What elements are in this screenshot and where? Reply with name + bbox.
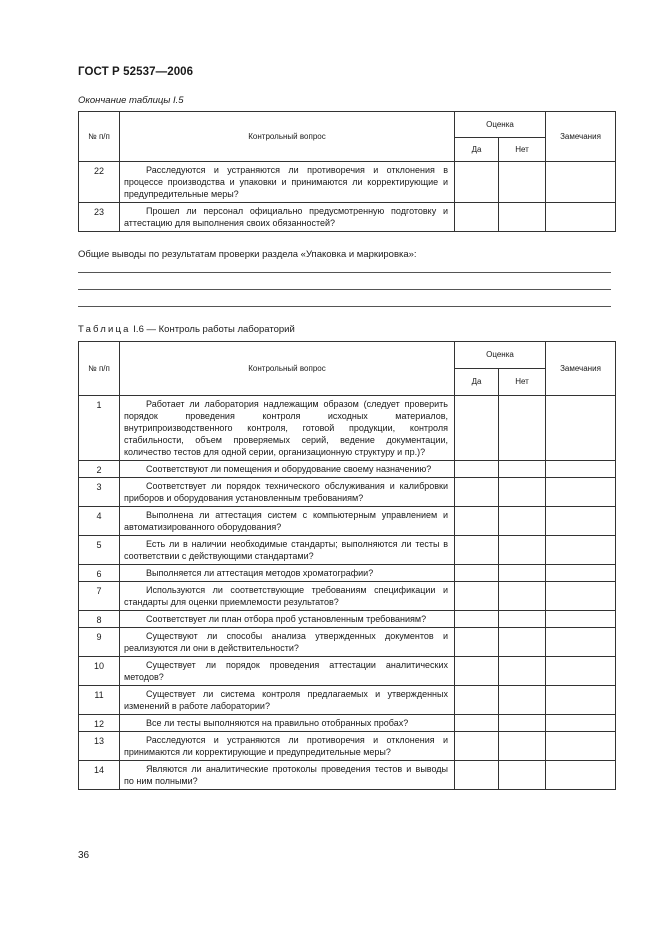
no-cell [499, 396, 546, 461]
yes-cell [455, 628, 499, 657]
no-cell [499, 162, 546, 203]
row-number: 12 [79, 715, 120, 732]
row-question: Расследуются и устраняются ли противоречия и отклонения в процессе производства и упаковки и принимаются ли корректирующие и предупредительные меры? [120, 162, 455, 203]
row-number: 10 [79, 657, 120, 686]
table-row [79, 461, 616, 478]
table-caption-title: I.6 — Контроль работы лабораторий [133, 324, 295, 335]
row-question: Соответствует ли план отбора проб установленным требованиям? [120, 611, 455, 628]
table-row [79, 611, 616, 628]
remarks-cell [546, 396, 616, 461]
no-cell [499, 686, 546, 715]
remarks-cell [546, 507, 616, 536]
row-number: 5 [79, 536, 120, 565]
conclusion-label: Общие выводы по результатам проверки раздела «Упаковка и маркировка»: [78, 249, 417, 260]
row-number: 14 [79, 761, 120, 790]
table-row [79, 203, 616, 232]
row-question: Прошел ли персонал официально предусмотренную подготовку и аттестацию для выполнения своих обязанностей? [120, 203, 455, 232]
col-header-remarks: Замечания [546, 342, 616, 396]
table-row [79, 628, 616, 657]
no-cell [499, 611, 546, 628]
answer-line [78, 306, 611, 307]
row-number: 23 [79, 203, 120, 232]
row-number: 1 [79, 396, 120, 461]
yes-cell [455, 461, 499, 478]
row-question: Соответствует ли порядок технического обслуживания и калибровки приборов и оборудования установленным требованиям? [120, 478, 455, 507]
remarks-cell [546, 715, 616, 732]
table-row [79, 565, 616, 582]
yes-cell [455, 565, 499, 582]
col-header-yes: Да [455, 369, 499, 396]
table-caption-prefix: Таблица [78, 324, 131, 335]
row-question: Есть ли в наличии необходимые стандарты; выполняются ли тесты в соответствии с действующими стандартами? [120, 536, 455, 565]
col-header-rating: Оценка [455, 342, 546, 369]
remarks-cell [546, 732, 616, 761]
remarks-cell [546, 162, 616, 203]
remarks-cell [546, 478, 616, 507]
row-number: 11 [79, 686, 120, 715]
col-header-no: Нет [499, 369, 546, 396]
yes-cell [455, 396, 499, 461]
remarks-cell [546, 582, 616, 611]
table-body [79, 396, 616, 790]
row-number: 3 [79, 478, 120, 507]
checklist-table-i6 [78, 341, 616, 790]
table-row [79, 715, 616, 732]
row-number: 13 [79, 732, 120, 761]
remarks-cell [546, 657, 616, 686]
yes-cell [455, 536, 499, 565]
no-cell [499, 715, 546, 732]
table-continuation-caption: Окончание таблицы I.5 [78, 95, 184, 106]
no-cell [499, 657, 546, 686]
table-row [79, 396, 616, 461]
remarks-cell [546, 461, 616, 478]
col-header-question: Контрольный вопрос [120, 112, 455, 162]
page-number: 36 [78, 850, 90, 861]
table-row [79, 536, 616, 565]
table-row [79, 732, 616, 761]
yes-cell [455, 611, 499, 628]
row-question: Выполнена ли аттестация систем с компьютерным управлением и автоматизированного оборудования? [120, 507, 455, 536]
yes-cell [455, 478, 499, 507]
checklist-table-i5 [78, 111, 616, 232]
row-question: Работает ли лаборатория надлежащим образом (следует проверить порядок проведения контроля исходных материалов, внутрипроизводственного контроля, готовой продукции, контроля стабильности, объем проверяемых серий, ведение документации, количество тестов для одной серии, организационную структуру и пр.)? [120, 396, 455, 461]
yes-cell [455, 162, 499, 203]
remarks-cell [546, 686, 616, 715]
table-row [79, 657, 616, 686]
no-cell [499, 761, 546, 790]
answer-line [78, 289, 611, 290]
row-question: Все ли тесты выполняются на правильно отобранных пробах? [120, 715, 455, 732]
row-number: 7 [79, 582, 120, 611]
row-number: 9 [79, 628, 120, 657]
table-body [79, 162, 616, 232]
row-number: 8 [79, 611, 120, 628]
table-row [79, 761, 616, 790]
row-question: Соответствуют ли помещения и оборудование своему назначению? [120, 461, 455, 478]
row-question: Существуют ли способы анализа утвержденных документов и реализуются ли они в действительности? [120, 628, 455, 657]
row-number: 6 [79, 565, 120, 582]
yes-cell [455, 203, 499, 232]
col-header-no: Нет [499, 138, 546, 162]
row-question: Расследуются и устраняются ли противоречия и отклонения и принимаются ли корректирующие и предупредительные меры? [120, 732, 455, 761]
no-cell [499, 628, 546, 657]
document-code: ГОСТ Р 52537—2006 [78, 66, 194, 78]
table-row [79, 478, 616, 507]
table-row [79, 507, 616, 536]
no-cell [499, 461, 546, 478]
remarks-cell [546, 565, 616, 582]
remarks-cell [546, 203, 616, 232]
col-header-rating: Оценка [455, 112, 546, 138]
no-cell [499, 203, 546, 232]
yes-cell [455, 732, 499, 761]
no-cell [499, 478, 546, 507]
row-question: Используются ли соответствующие требованиям спецификации и стандарты для оценки приемлемости результатов? [120, 582, 455, 611]
row-number: 2 [79, 461, 120, 478]
no-cell [499, 507, 546, 536]
remarks-cell [546, 611, 616, 628]
table-row [79, 686, 616, 715]
yes-cell [455, 582, 499, 611]
no-cell [499, 536, 546, 565]
col-header-yes: Да [455, 138, 499, 162]
col-header-question: Контрольный вопрос [120, 342, 455, 396]
no-cell [499, 565, 546, 582]
row-number: 4 [79, 507, 120, 536]
col-header-remarks: Замечания [546, 112, 616, 162]
yes-cell [455, 657, 499, 686]
remarks-cell [546, 761, 616, 790]
row-question: Являются ли аналитические протоколы проведения тестов и выводы по ним полными? [120, 761, 455, 790]
table-row [79, 162, 616, 203]
table-row [79, 582, 616, 611]
no-cell [499, 732, 546, 761]
answer-line [78, 272, 611, 273]
row-number: 22 [79, 162, 120, 203]
yes-cell [455, 507, 499, 536]
row-question: Существует ли система контроля предлагаемых и утвержденных изменений в работе лаборатории? [120, 686, 455, 715]
yes-cell [455, 686, 499, 715]
table-caption [78, 324, 295, 335]
yes-cell [455, 761, 499, 790]
row-question: Существует ли порядок проведения аттестации аналитических методов? [120, 657, 455, 686]
col-header-num: № п/п [79, 112, 120, 162]
no-cell [499, 582, 546, 611]
remarks-cell [546, 628, 616, 657]
col-header-num: № п/п [79, 342, 120, 396]
yes-cell [455, 715, 499, 732]
row-question: Выполняется ли аттестация методов хроматографии? [120, 565, 455, 582]
remarks-cell [546, 536, 616, 565]
